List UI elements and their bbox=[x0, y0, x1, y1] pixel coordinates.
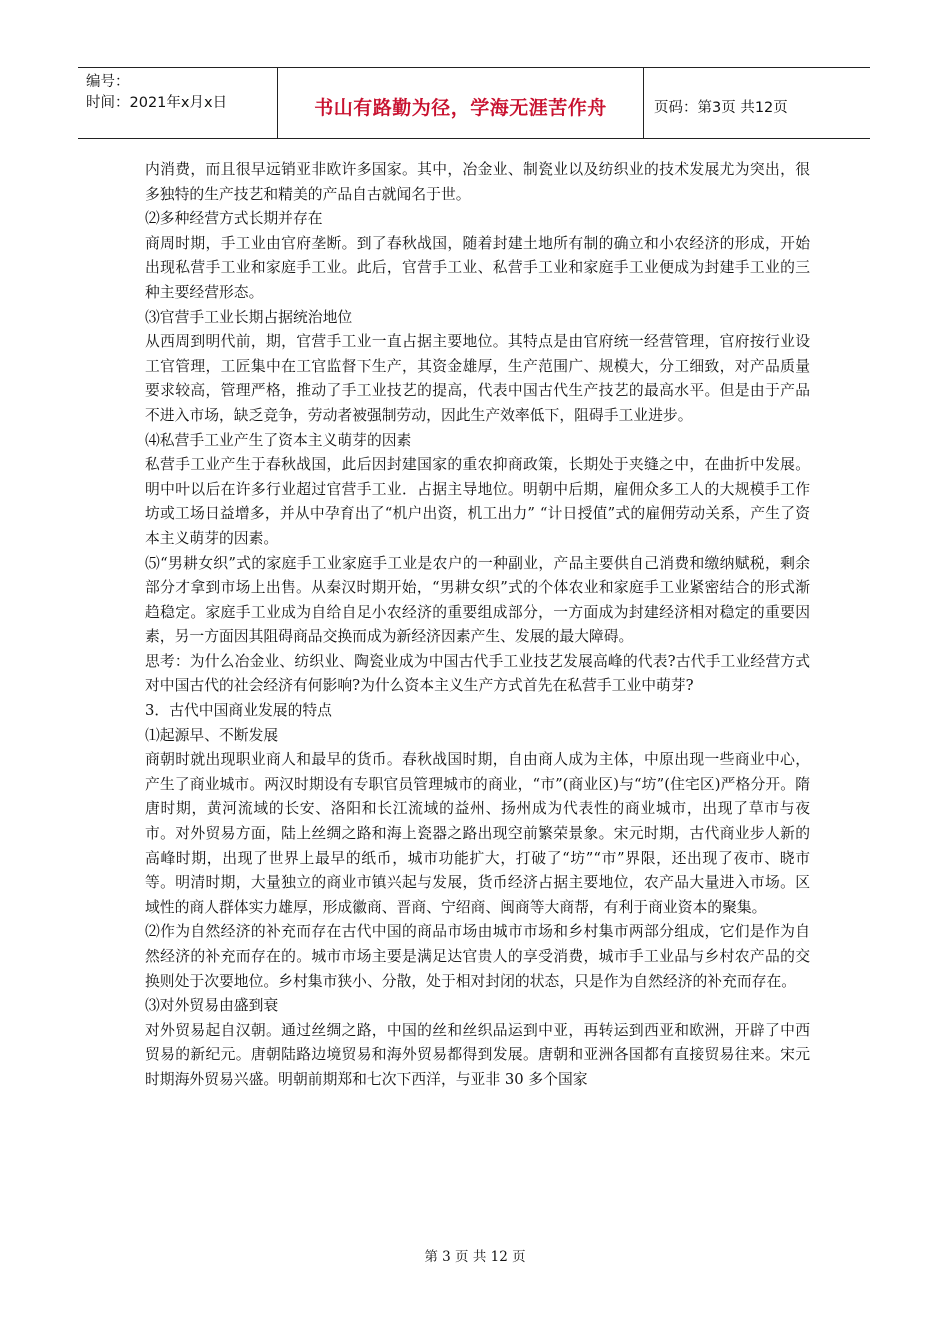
paragraph: 商周时期，手工业由官府垄断。到了春秋战国，随着封建土地所有制的确立和小农经济的形成，开始出现私营手工业和家庭手工业。此后，官营手工业、私营手工业和家庭手工业便成为封建手工业的三种主要经营形态。 bbox=[145, 234, 810, 301]
motto: 书山有路勤为径，学海无涯苦作舟 bbox=[314, 96, 607, 119]
doc-number-label: 编号： bbox=[86, 74, 130, 90]
paragraph: ⑵作为自然经济的补充而存在古代中国的商品市场由城市市场和乡村集市两部分组成，它们是作为自然经济的补充而存在的。城市市场主要是满足达官贵人的享受消费，城市手工业品与乡村农产品的交换则处于次要地位。乡村集市狭小、分散，处于相对封闭的状态，只是作为自然经济的补充而存在。 bbox=[145, 923, 810, 990]
date-label: 时间：2021年x月x日 bbox=[86, 95, 228, 111]
page-header bbox=[78, 67, 870, 139]
page-info: 页码：第3页 共12页 bbox=[654, 99, 788, 116]
header-page-info bbox=[644, 68, 870, 138]
page-footer bbox=[0, 1245, 950, 1265]
paragraph: 从西周到明代前，期，官营手工业一直占据主要地位。其特点是由官府统一经营管理，官府按行业设工官管理，工匠集中在工官监督下生产，其资金雄厚，生产范围广、规模大，分工细致，对产品质量要求较高，管理严格，推动了手工业技艺的提高，代表中国古代生产技艺的最高水平。但是由于产品不进入市场，缺乏竞争，劳动者被强制劳动，因此生产效率低下，阻碍手工业进步。 bbox=[145, 333, 810, 424]
section-heading: ⑴起源早、不断发展 bbox=[145, 726, 279, 744]
section-heading: ⑶对外贸易由盛到衰 bbox=[145, 997, 279, 1015]
section-heading: ⑵多种经营方式长期并存在 bbox=[145, 210, 323, 228]
section-heading: ⑶官营手工业长期占据统治地位 bbox=[145, 308, 353, 326]
section-heading: ⑷私营手工业产生了资本主义萌芽的因素 bbox=[145, 431, 412, 449]
footer-page-label: 第 3 页 共 12 页 bbox=[424, 1249, 526, 1265]
document-body bbox=[145, 158, 810, 1093]
header-meta bbox=[78, 68, 278, 138]
paragraph: 私营手工业产生于春秋战国，此后因封建国家的重农抑商政策，长期处于夹缝之中，在曲折中发展。明中叶以后在许多行业超过官营手工业．占据主导地位。明朝中后期，雇佣众多工人的大规模手工作坊或工场日益增多，并从中孕育出了“机户出资，机工出力” “计日授值”式的雇佣劳动关系，产生了资本主义萌芽的因素。 bbox=[145, 456, 810, 547]
paragraph: ⑸“男耕女织”式的家庭手工业家庭手工业是农户的一种副业，产品主要供自己消费和缴纳赋税，剩余部分才拿到市场上出售。从秦汉时期开始，“男耕女织”式的个体农业和家庭手工业紧密结合的形式渐趋稳定。家庭手工业成为自给自足小农经济的重要组成部分，一方面成为封建经济相对稳定的重要因素，另一方面因其阻碍商品交换而成为新经济因素产生、发展的最大障碍。 bbox=[145, 554, 810, 646]
paragraph: 对外贸易起自汉朝。通过丝绸之路，中国的丝和丝织品运到中亚，再转运到西亚和欧洲，开辟了中西贸易的新纪元。唐朝陆路边境贸易和海外贸易都得到发展。唐朝和亚洲各国都有直接贸易往来。宋元时期海外贸易兴盛。明朝前期郑和七次下西洋，与亚非 30 多个国家 bbox=[145, 1021, 810, 1088]
header-motto-cell bbox=[278, 68, 644, 138]
section-heading: 3．古代中国商业发展的特点 bbox=[145, 702, 332, 720]
paragraph: 商朝时就出现职业商人和最早的货币。春秋战国时期，自由商人成为主体，中原出现一些商业中心，产生了商业城市。两汉时期设有专职官员管理城市的商业，“市”(商业区)与“坊”(住宅区)严格分开。隋唐时期，黄河流域的长安、洛阳和长江流域的益州、扬州成为代表性的商业城市，出现了草市与夜市。对外贸易方面，陆上丝绸之路和海上瓷器之路出现空前繁荣景象。宋元时期，古代商业步人新的高峰时期，出现了世界上最早的纸币，城市功能扩大，打破了“坊”“市”界限，还出现了夜市、晓市等。明清时期，大量独立的商业市镇兴起与发展，货币经济占据主要地位，农产品大量进入市场。区域性的商人群体实力雄厚，形成徽商、晋商、宁绍商、闽商等大商帮，有利于商业资本的聚集。 bbox=[145, 751, 810, 916]
question-paragraph: 思考：为什么冶金业、纺织业、陶瓷业成为中国古代手工业技艺发展高峰的代表?古代手工业经营方式对中国古代的社会经济有何影响?为什么资本主义生产方式首先在私营手工业中萌芽? bbox=[145, 652, 810, 695]
paragraph: 内消费，而且很早远销亚非欧许多国家。其中，冶金业、制瓷业以及纺织业的技术发展尤为突出，很多独特的生产技艺和精美的产品自古就闻名于世。 bbox=[145, 161, 810, 203]
